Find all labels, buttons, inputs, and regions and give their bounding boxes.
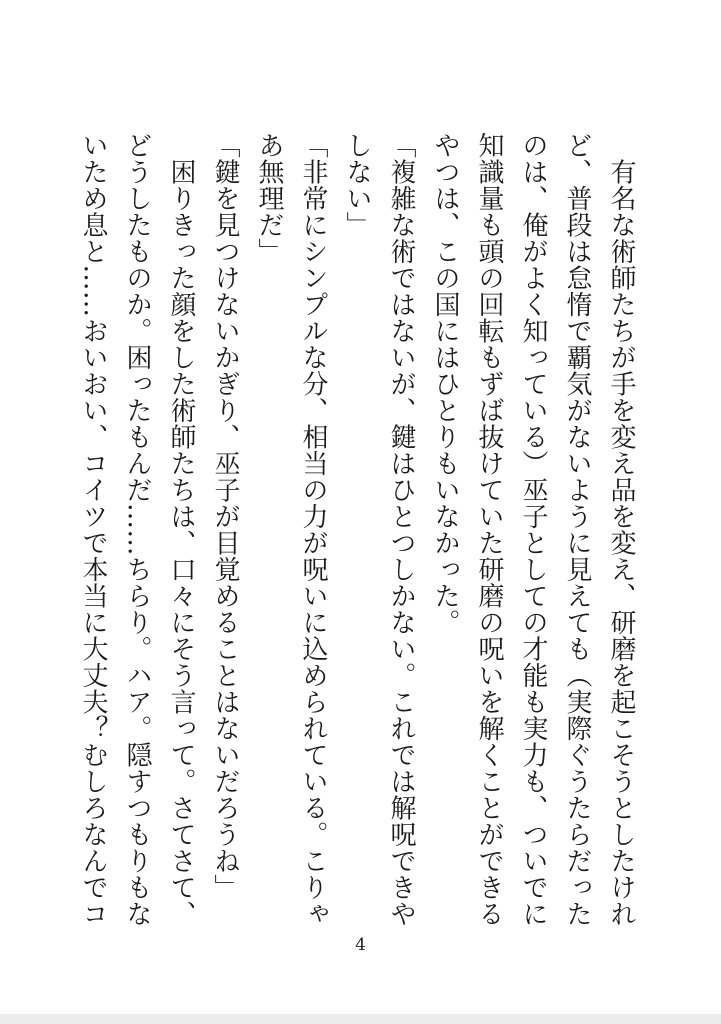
text-line: 困りきった顔をした術師たちは、口々にそう言って。さてさて、 xyxy=(166,132,196,927)
vertical-text-body xyxy=(71,132,643,927)
text-line: いため息と……おいおい、コイツで本当に大丈夫？むしろなんでコ xyxy=(78,132,108,927)
text-line: 「複雑な術ではないが、鍵はひとつしかない。これでは解呪できや xyxy=(386,132,416,927)
text-line: ど、普段は怠惰で覇気がないように見えても（実際ぐうたらだった xyxy=(562,132,592,927)
text-line: 知識量も頭の回転もずば抜けていた研磨の呪いを解くことができる xyxy=(474,132,504,927)
text-line: しない」 xyxy=(342,132,372,238)
text-line: 「鍵を見つけないかぎり、巫子が目覚めることはないだろうね」 xyxy=(210,132,240,901)
text-line: 「非常にシンプルな分、相当の力が呪いに込められている。こりゃ xyxy=(298,132,328,927)
text-line: あ無理だ」 xyxy=(254,132,284,265)
text-line: のは、俺がよく知っている）巫子としての才能も実力も、ついでに xyxy=(518,132,548,927)
page-number: 4 xyxy=(355,935,366,955)
page-bottom-edge xyxy=(0,1014,721,1024)
text-line: どうしたものか。困ったもんだ……ちらり。ハア。隠すつもりもな xyxy=(122,132,152,927)
text-line: 有名な術師たちが手を変え品を変え、研磨を起こそうとしたけれ xyxy=(606,132,636,927)
text-line: やつは、この国にはひとりもいなかった。 xyxy=(430,132,460,636)
